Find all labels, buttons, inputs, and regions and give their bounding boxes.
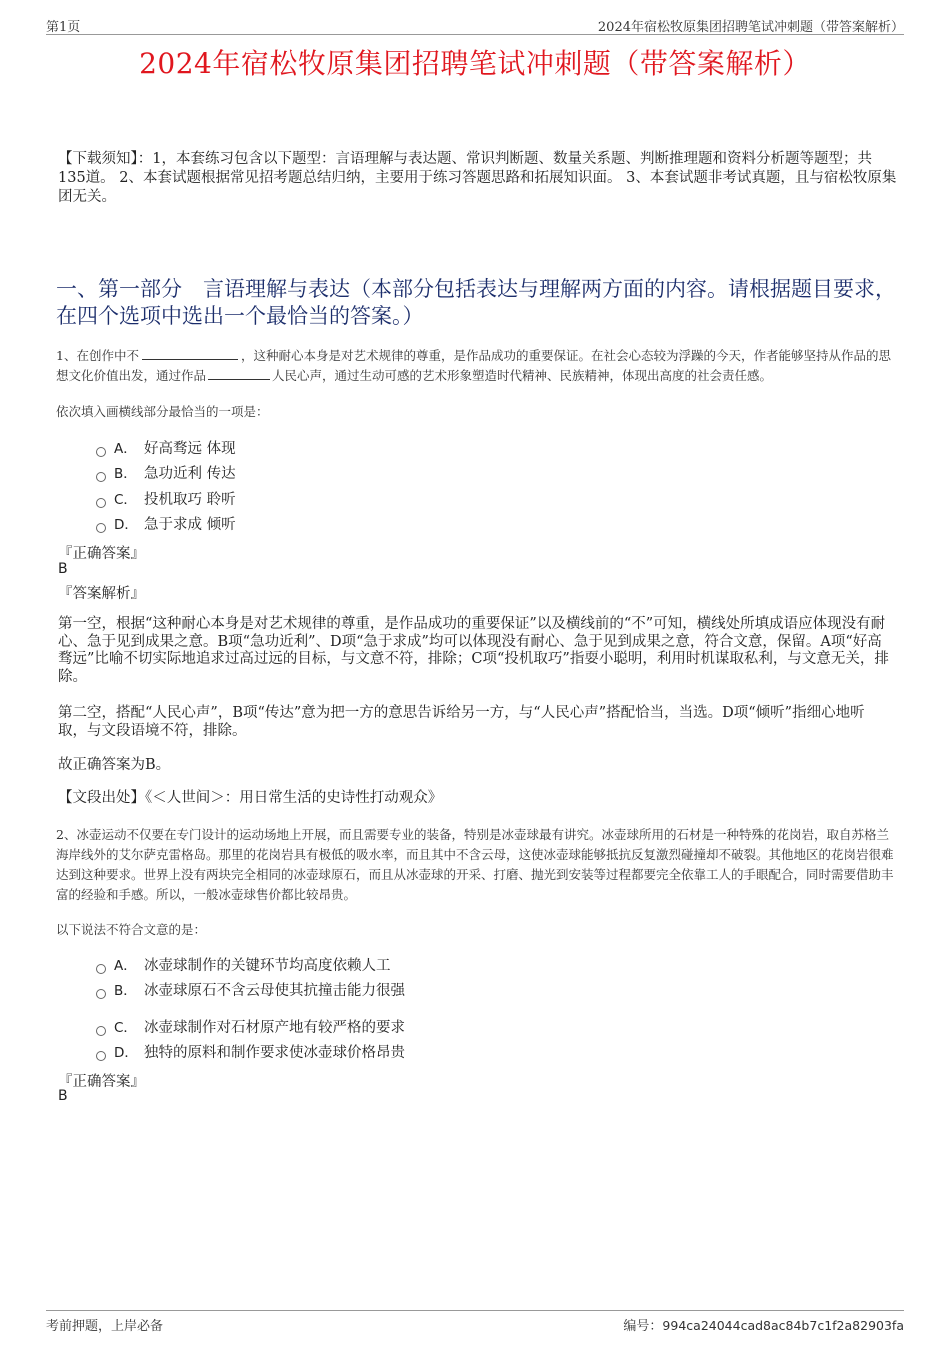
radio-icon[interactable] <box>96 498 106 508</box>
q1-source: 【文段出处】《＜人世间＞：用日常生活的史诗性打动观众》 <box>58 790 443 806</box>
page-header <box>46 14 904 35</box>
radio-icon[interactable] <box>96 1026 106 1036</box>
footer-code: 编号：994ca24044cad8ac84b7c1f2a82903fa <box>623 1318 904 1334</box>
q1-blank-2 <box>208 367 270 380</box>
q1-option-c[interactable]: C． 投机取巧 聆听 <box>96 488 236 509</box>
q1-text-part2: ，这种耐心本身是对艺术规律的尊重，是作品成功的重要保证。在社会心态较为浮躁的今天，作者能够坚持从作品的思想文化价值出发，通过作品 <box>56 348 891 383</box>
radio-icon[interactable] <box>96 447 106 457</box>
q1-prompt: 依次填入画横线部分最恰当的一项是： <box>56 404 269 419</box>
q1-conclusion: 故正确答案为B。 <box>58 757 171 773</box>
section-heading: 一、第一部分 言语理解与表达（本部分包括表达与理解两方面的内容。请根据题目要求，在四个选项中选出一个最恰当的答案。） <box>56 277 896 328</box>
footer-slogan: 考前押题，上岸必备 <box>46 1319 164 1334</box>
q1-answer: B <box>58 561 68 577</box>
q1-answer-label: 『正确答案』 <box>58 546 145 562</box>
radio-icon[interactable] <box>96 1051 106 1061</box>
q2-answer-label: 『正确答案』 <box>58 1074 145 1090</box>
radio-icon[interactable] <box>96 523 106 533</box>
q1-analysis-2: 第二空，搭配“人民心声”，B项“传达”意为把一方的意思告诉给另一方，与“人民心声”搭配恰当，当选。D项“倾听”指细心地听取，与文段语境不符，排除。 <box>58 705 865 739</box>
q2-prompt: 以下说法不符合文意的是： <box>56 922 207 937</box>
q1-analysis-label: 『答案解析』 <box>58 586 145 602</box>
q1-option-a[interactable]: A． 好高骛远 体现 <box>96 437 236 458</box>
q1-analysis-1: 第一空，根据“这种耐心本身是对艺术规律的尊重，是作品成功的重要保证”以及横线前的“不”可知，横线处所填成语应体现没有耐心、急于见到成果之意。B项“急功近利”、D项“急于求成”均可以体现没有耐心、急于见到成果之意，符合文意，保留。A项“好高骛远”比喻不切实际地追求过高过远的目标，与文意不符，排除；C项“投机取巧”指耍小聪明，利用时机谋取私利，与文意无关，排除。 <box>58 616 889 685</box>
q1-option-b[interactable]: B． 急功近利 传达 <box>96 462 236 483</box>
radio-icon[interactable] <box>96 472 106 482</box>
question-2-stem: 2、冰壶运动不仅要在专门设计的运动场地上开展，而且需要专业的装备，特别是冰壶球最有讲究。冰壶球所用的石材是一种特殊的花岗岩，取自苏格兰海岸线外的艾尔萨克雷格岛。那里的花岗岩具有极低的吸水率，而且其中不含云母，这使冰壶球能够抵抗反复激烈碰撞却不破裂。其他地区的花岗岩很难达到这种要求。世界上没有两块完全相同的冰壶球原石，而且从冰壶球的开采、打磨、抛光到安装等过程都要完全依靠工人的手眼配合，同时需要借助丰富的经验和手感。所以，一般冰壶球售价都比较昂贵。 <box>56 827 894 902</box>
q2-option-b[interactable]: B． 冰壶球原石不含云母使其抗撞击能力很强 <box>96 979 405 1000</box>
radio-icon[interactable] <box>96 964 106 974</box>
q2-answer: B <box>58 1088 68 1104</box>
radio-icon[interactable] <box>96 989 106 999</box>
page-footer <box>46 1310 904 1335</box>
header-doc-title: 2024年宿松牧原集团招聘笔试冲刺题（带答案解析） <box>597 20 904 35</box>
page-number: 第1页 <box>46 20 81 35</box>
q2-option-c[interactable]: C． 冰壶球制作对石材原产地有较严格的要求 <box>96 1016 405 1037</box>
q1-option-d[interactable]: D． 急于求成 倾听 <box>96 513 236 534</box>
page-title: 2024年宿松牧原集团招聘笔试冲刺题（带答案解析） <box>139 47 811 80</box>
q2-option-a[interactable]: A． 冰壶球制作的关键环节均高度依赖人工 <box>96 954 391 975</box>
download-notice: 【下载须知】：1，本套练习包含以下题型：言语理解与表达题、常识判断题、数量关系题、判断推理题和资料分析题等题型；共135道。 2、本套试题根据常见招考题总结归纳，主要用于练习答题思路和拓展知识面。 3、本套试题非考试真题，且与宿松牧原集团无关。 <box>58 151 897 205</box>
q2-option-d[interactable]: D． 独特的原料和制作要求使冰壶球价格昂贵 <box>96 1041 405 1062</box>
q1-blank-1 <box>142 347 238 360</box>
question-1-stem <box>56 346 901 386</box>
q1-text-part3: 人民心声，通过生动可感的艺术形象塑造时代精神、民族精神，体现出高度的社会责任感。 <box>272 368 773 383</box>
q1-text-part1: 1、在创作中不 <box>56 348 139 363</box>
